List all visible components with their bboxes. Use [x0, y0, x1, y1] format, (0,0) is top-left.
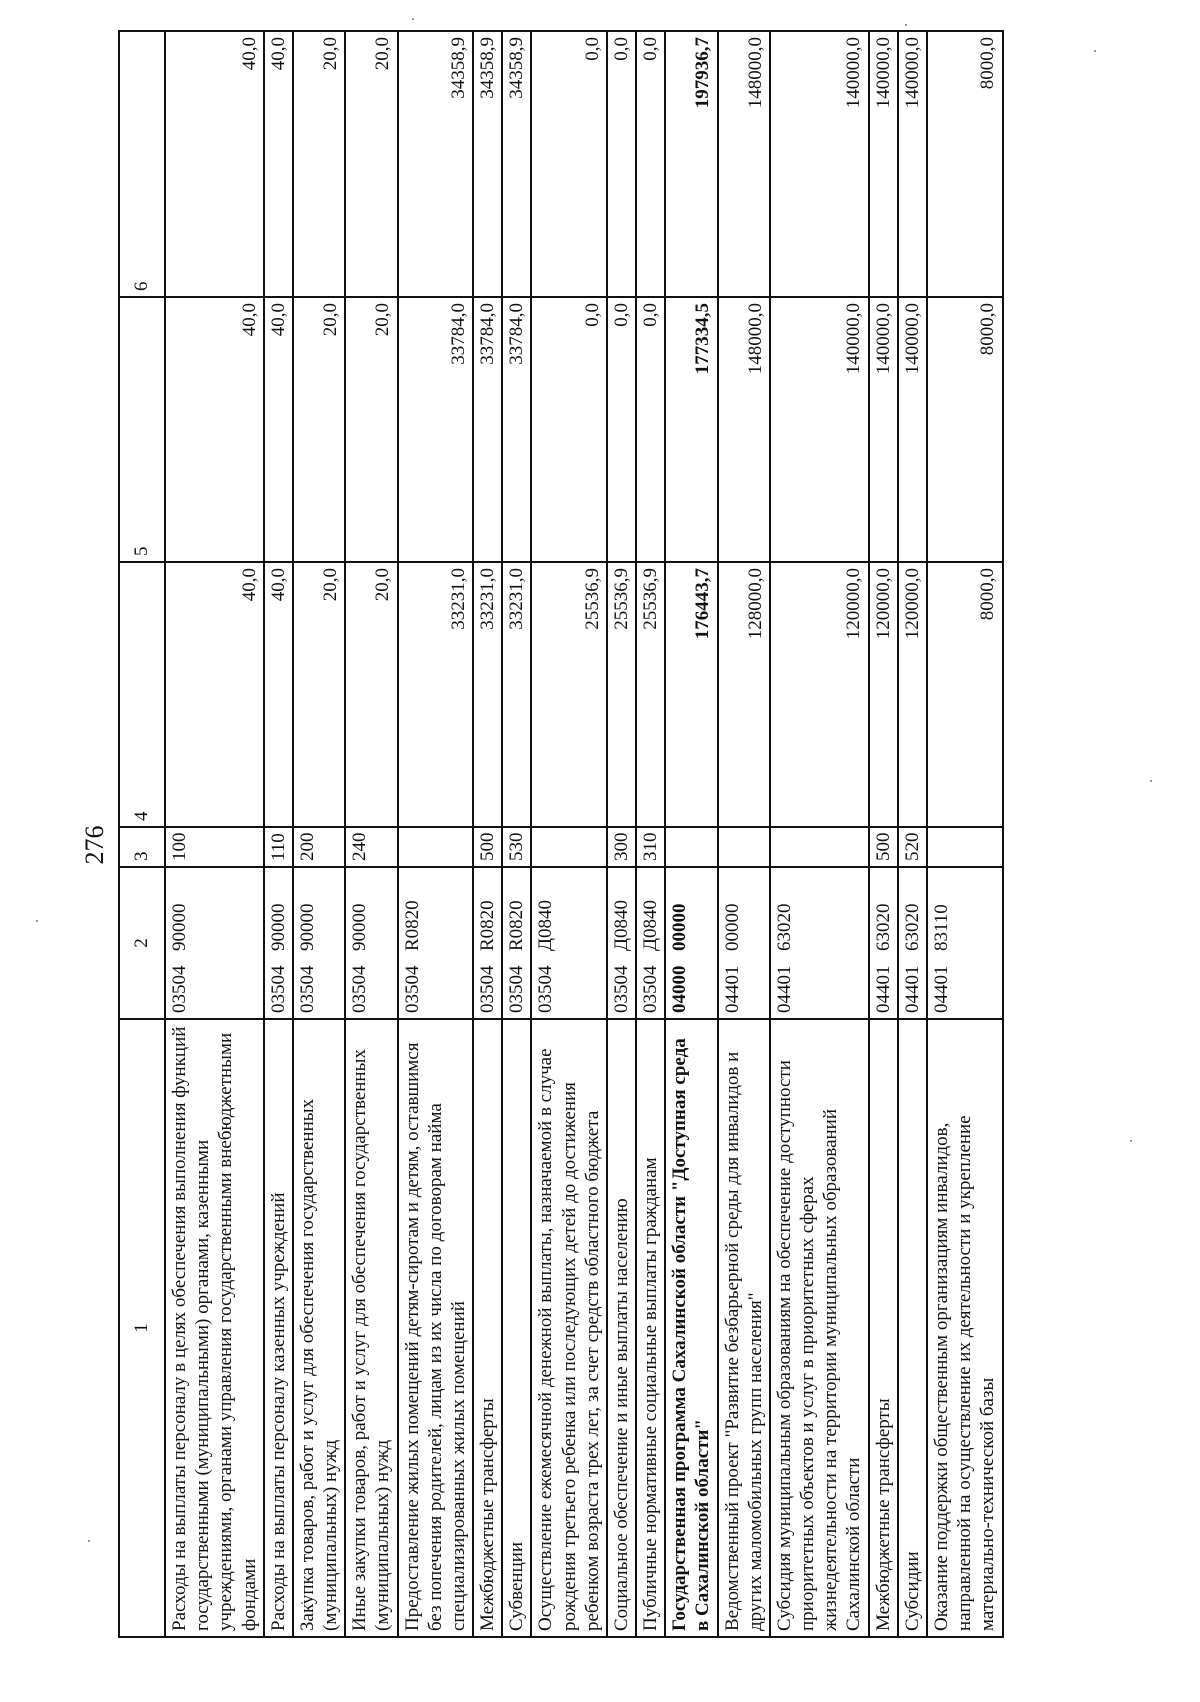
table-row: [636, 31, 665, 1637]
row-value-col4: 25536,9: [636, 562, 665, 827]
row-name: Расходы на выплаты персоналу в целях обеспечения выполнения функций государственными (муниципальными) органами, казенными учреждениями, органами управления государственными внебюджетными фондами: [165, 1019, 264, 1637]
row-expense-type: 100: [165, 827, 264, 867]
row-expense-type: 240: [345, 827, 397, 867]
table-row: [264, 31, 293, 1637]
row-value-col6: 40,0: [264, 31, 293, 297]
row-name: Публичные нормативные социальные выплаты гражданам: [636, 1019, 665, 1637]
row-value-col5: 140000,0: [869, 297, 898, 562]
row-code-article: 90000: [169, 903, 190, 951]
row-value-col6: 140000,0: [770, 31, 869, 297]
row-value-col4: 40,0: [264, 562, 293, 827]
row-code-article: 90000: [267, 903, 289, 951]
row-code-article: 90000: [349, 903, 371, 951]
row-value-col5: 33784,0: [502, 297, 531, 562]
row-value-col4: 33231,0: [398, 562, 474, 827]
row-code-section: 03504: [506, 965, 528, 1013]
row-name: Осуществление ежемесячной денежной выплаты, назначаемой в случае рождения третьего ребенка или последующих детей до достижения ребенком возраста трех лет, за счет средств областного бюджета: [531, 1019, 607, 1637]
row-code-article: 90000: [296, 903, 318, 951]
row-code-section: 04401: [930, 965, 952, 1013]
row-value-col4: 176443,7: [665, 562, 717, 827]
row-value-col6: 197936,7: [665, 31, 717, 297]
row-value-col6: 34358,9: [398, 31, 474, 297]
row-code: [718, 867, 770, 1019]
row-value-col4: 120000,0: [869, 562, 898, 827]
row-value-col5: 20,0: [345, 297, 397, 562]
table-row: [718, 31, 770, 1637]
row-name: Расходы на выплаты персоналу казенных учреждений: [264, 1019, 293, 1637]
table-row: [770, 31, 869, 1637]
row-code-article: R0820: [477, 900, 499, 951]
column-header-3: 3: [119, 827, 165, 867]
row-expense-type: [398, 827, 474, 867]
row-code: [927, 867, 1003, 1019]
row-value-col6: 8000,0: [927, 31, 1003, 297]
row-value-col5: 177334,5: [665, 297, 717, 562]
row-code: [636, 867, 665, 1019]
table-row: [502, 31, 531, 1637]
row-value-col4: 33231,0: [473, 562, 502, 827]
column-header-5: 5: [119, 297, 165, 562]
row-name: Государственная программа Сахалинской области "Доступная среда в Сахалинской области": [665, 1019, 717, 1637]
row-value-col4: 120000,0: [770, 562, 869, 827]
row-expense-type: [927, 827, 1003, 867]
row-value-col5: 140000,0: [898, 297, 927, 562]
row-expense-type: 530: [502, 827, 531, 867]
row-value-col6: 0,0: [531, 31, 607, 297]
row-value-col6: 34358,9: [473, 31, 502, 297]
row-value-col5: 33784,0: [473, 297, 502, 562]
row-name: Социальное обеспечение и иные выплаты населению: [607, 1019, 636, 1637]
row-expense-type: 520: [898, 827, 927, 867]
table-row: [293, 31, 345, 1637]
row-code-article: 63020: [901, 903, 923, 951]
row-value-col6: 20,0: [345, 31, 397, 297]
row-code-article: 00000: [721, 903, 743, 951]
row-value-col5: 0,0: [607, 297, 636, 562]
row-code: [502, 867, 531, 1019]
row-expense-type: 200: [293, 827, 345, 867]
row-expense-type: 500: [869, 827, 898, 867]
row-code: [607, 867, 636, 1019]
row-name: Субсидия муниципальным образованиям на обеспечение доступности приоритетных объектов и услуг в приоритетных сферах жизнедеятельности на территории муниципальных образований Сахалинской области: [770, 1019, 869, 1637]
row-code-section: 03504: [640, 965, 662, 1013]
row-value-col5: 140000,0: [770, 297, 869, 562]
row-value-col4: 25536,9: [607, 562, 636, 827]
row-value-col5: 0,0: [636, 297, 665, 562]
row-code-article: Д0840: [610, 900, 632, 951]
column-header-2: 2: [119, 867, 165, 1019]
row-code-article: R0820: [506, 900, 528, 951]
row-value-col4: 40,0: [165, 562, 264, 827]
row-value-col5: 33784,0: [398, 297, 474, 562]
row-name: Межбюджетные трансферты: [869, 1019, 898, 1637]
row-name: Закупка товаров, работ и услуг для обеспечения государственных (муниципальных) нужд: [293, 1019, 345, 1637]
column-header-6: 6: [119, 31, 165, 297]
row-code-article: Д0840: [640, 900, 662, 951]
row-code: [165, 867, 264, 1019]
table-row: [398, 31, 474, 1637]
table-row: [531, 31, 607, 1637]
row-code-section: 04401: [773, 965, 795, 1013]
row-code: [293, 867, 345, 1019]
row-code-article: 63020: [872, 903, 894, 951]
table-row: [165, 31, 264, 1637]
row-expense-type: 500: [473, 827, 502, 867]
row-code-section: 03504: [169, 965, 190, 1013]
row-code-section: 03504: [535, 965, 557, 1013]
row-value-col4: 20,0: [293, 562, 345, 827]
row-code-section: 03504: [401, 965, 423, 1013]
row-expense-type: [718, 827, 770, 867]
row-code: [473, 867, 502, 1019]
row-expense-type: 300: [607, 827, 636, 867]
row-name: Межбюджетные трансферты: [473, 1019, 502, 1637]
table-row: [898, 31, 927, 1637]
row-expense-type: [770, 827, 869, 867]
row-name: Субсидии: [898, 1019, 927, 1637]
row-expense-type: [665, 827, 717, 867]
row-name: Предоставление жилых помещений детям-сиротам и детям, оставшимся без попечения родителей, лицам из их числа по договорам найма специализированных жилых помещений: [398, 1019, 474, 1637]
column-header-4: 4: [119, 562, 165, 827]
row-value-col6: 0,0: [607, 31, 636, 297]
row-value-col6: 40,0: [165, 31, 264, 297]
table-row: [665, 31, 717, 1637]
row-value-col6: 0,0: [636, 31, 665, 297]
row-code: [770, 867, 869, 1019]
row-code-section: 03504: [477, 965, 499, 1013]
row-code-section: 04000: [669, 965, 691, 1013]
table-header: [119, 31, 165, 1637]
row-value-col4: 25536,9: [531, 562, 607, 827]
row-expense-type: 310: [636, 827, 665, 867]
row-name: Иные закупки товаров, работ и услуг для обеспечения государственных (муниципальных) нужд: [345, 1019, 397, 1637]
row-code: [398, 867, 474, 1019]
row-code-article: 00000: [669, 903, 691, 951]
row-code: [898, 867, 927, 1019]
row-code-article: 63020: [773, 903, 795, 951]
row-code-section: 03504: [296, 965, 318, 1013]
row-code-article: Д0840: [535, 900, 557, 951]
row-value-col4: 20,0: [345, 562, 397, 827]
table-body: [165, 31, 1003, 1637]
budget-table: [118, 30, 1004, 1638]
row-code: [665, 867, 717, 1019]
row-code-section: 03504: [349, 965, 371, 1013]
row-expense-type: [531, 827, 607, 867]
page-number: 276: [80, 825, 109, 865]
row-expense-type: 110: [264, 827, 293, 867]
row-code: [264, 867, 293, 1019]
row-name: Ведомственный проект "Развитие безбарьерной среды для инвалидов и других маломобильных групп населения": [718, 1019, 770, 1637]
row-code: [345, 867, 397, 1019]
row-value-col4: 128000,0: [718, 562, 770, 827]
table-row: [927, 31, 1003, 1637]
table-row: [869, 31, 898, 1637]
row-value-col6: 140000,0: [898, 31, 927, 297]
row-value-col5: 148000,0: [718, 297, 770, 562]
table-row: [345, 31, 397, 1637]
row-value-col4: 120000,0: [898, 562, 927, 827]
row-code-article: R0820: [401, 900, 423, 951]
row-value-col6: 140000,0: [869, 31, 898, 297]
row-code-section: 04401: [872, 965, 894, 1013]
row-code-section: 04401: [901, 965, 923, 1013]
table-row: [473, 31, 502, 1637]
row-code-section: 04401: [721, 965, 743, 1013]
row-name: Оказание поддержки общественным организациям инвалидов, направленной на осуществление их деятельности и укрепление материально-технической базы: [927, 1019, 1003, 1637]
row-value-col5: 40,0: [264, 297, 293, 562]
row-code-section: 03504: [267, 965, 289, 1013]
row-value-col5: 0,0: [531, 297, 607, 562]
row-value-col4: 33231,0: [502, 562, 531, 827]
table-row: [607, 31, 636, 1637]
row-code-article: 83110: [930, 904, 952, 951]
column-header-1: 1: [119, 1019, 165, 1637]
row-value-col5: 20,0: [293, 297, 345, 562]
row-value-col6: 148000,0: [718, 31, 770, 297]
row-value-col6: 20,0: [293, 31, 345, 297]
row-code-section: 03504: [610, 965, 632, 1013]
row-name: Субвенции: [502, 1019, 531, 1637]
row-code: [531, 867, 607, 1019]
row-code: [869, 867, 898, 1019]
row-value-col6: 34358,9: [502, 31, 531, 297]
row-value-col5: 8000,0: [927, 297, 1003, 562]
row-value-col4: 8000,0: [927, 562, 1003, 827]
row-value-col5: 40,0: [165, 297, 264, 562]
